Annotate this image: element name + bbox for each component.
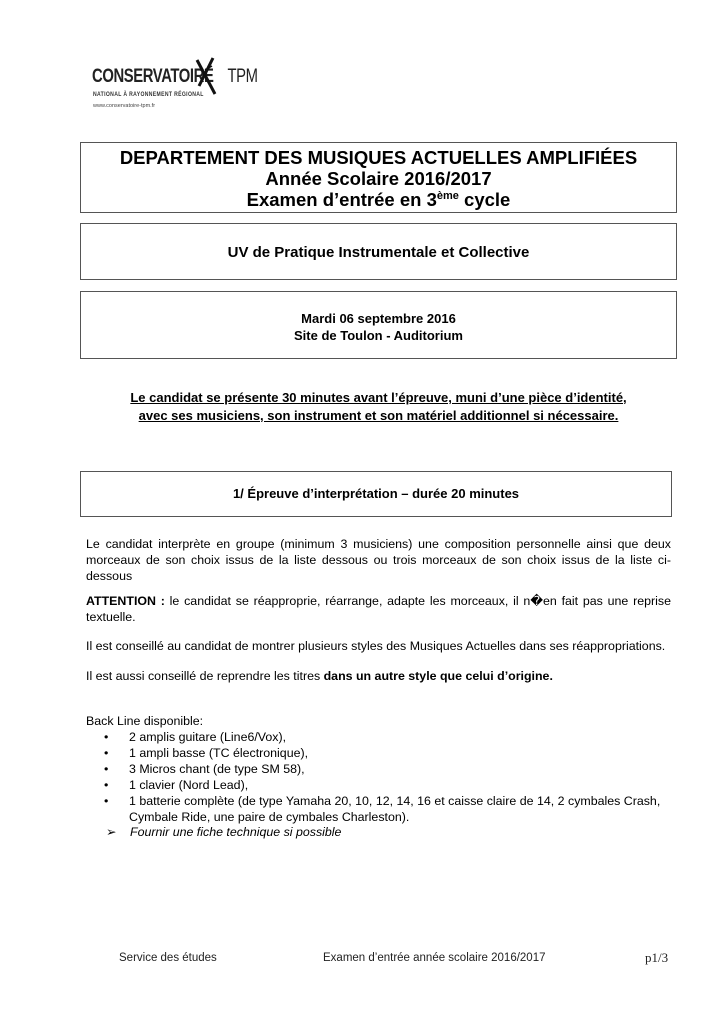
footer-exam: Examen d’entrée année scolaire 2016/2017 — [323, 952, 546, 964]
uv-title: UV de Pratique Instrumentale et Collective — [80, 223, 677, 280]
list-item: • 3 Micros chant (de type SM 58), — [104, 762, 305, 776]
list-item: • 1 batterie complète (de type Yamaha 20, 10, 12, 14, 16 et caisse claire de 14, 2 cymbales Crash, Cymbale Ride, une paire de cymbales Charleston). — [104, 794, 661, 824]
candidate-notice: Le candidat se présente 30 minutes avant l’épreuve, muni d’une pièce d’identité, avec ses musiciens, son instrument et son matériel additionnel si nécessaire. — [130, 390, 627, 423]
footer-service: Service des études — [119, 952, 217, 964]
backline-list — [104, 729, 674, 825]
logo-x-icon — [195, 56, 217, 96]
conservatoire-logo — [92, 56, 258, 118]
arrow-bullet-icon: ➢ — [106, 825, 117, 839]
list-item: • 1 clavier (Nord Lead), — [104, 778, 249, 792]
backline-heading: Back Line disponible: — [86, 714, 204, 728]
logo-subtitle: NATIONAL À RAYONNEMENT RÉGIONAL — [93, 92, 204, 98]
paragraph-interpretation: Le candidat interprète en groupe (minimum 3 musiciens) une composition personnelle ainsi que deux morceaux de son choix issus de la liste dessous ou trois morceaux de son choix issus de la liste ci-dessous — [86, 537, 671, 583]
logo-brand: CONSERVATOIRE TPM — [92, 66, 258, 87]
epreuve-title: 1/ Épreuve d’interprétation – durée 20 minutes — [80, 471, 672, 517]
school-year: Année Scolaire 2016/2017 — [265, 168, 492, 189]
list-item: • 2 amplis guitare (Line6/Vox), — [104, 730, 287, 744]
paragraph-attention: ATTENTION : le candidat se réapproprie, réarrange, adapte les morceaux, il n�en fait pas une reprise textuelle. — [86, 594, 671, 624]
exam-title: Examen d’entrée en 3ème cycle — [246, 189, 511, 210]
logo-website: www.conservatoire-tpm.fr — [93, 103, 156, 109]
backline-note: ➢ Fournir une fiche technique si possible — [106, 825, 342, 839]
session-box — [80, 291, 677, 359]
paragraph-advice: Il est aussi conseillé de reprendre les titres dans un autre style que celui d’origine. — [86, 669, 553, 683]
session-date: Mardi 06 septembre 2016 — [301, 311, 456, 326]
page-number: p1/3 — [645, 950, 669, 965]
list-item: • 1 ampli basse (TC électronique), — [104, 746, 309, 760]
session-place: Site de Toulon - Auditorium — [294, 328, 463, 343]
title-box — [80, 142, 677, 213]
department-title: DEPARTEMENT DES MUSIQUES ACTUELLES AMPLIFIÉES — [119, 147, 638, 168]
paragraph-styles: Il est conseillé au candidat de montrer plusieurs styles des Musiques Actuelles dans ses réappropriations. — [86, 639, 666, 653]
